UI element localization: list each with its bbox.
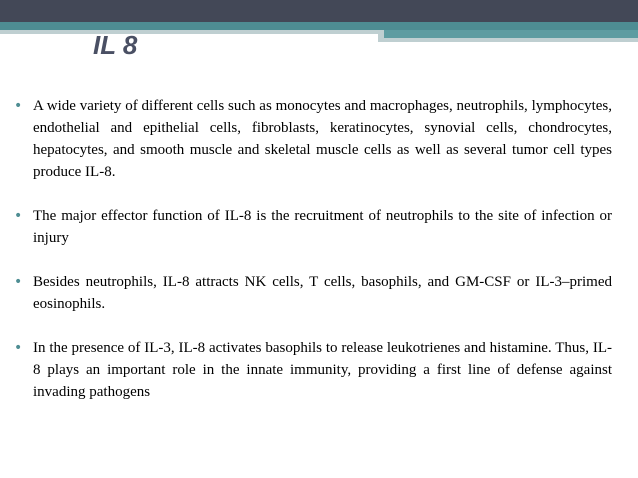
header-bar [0,0,638,22]
slide-title: IL 8 [93,30,138,60]
bullet-icon: • [14,274,23,290]
bullet-list [14,95,612,425]
bullet-item [14,337,612,403]
header-light-strip [0,30,378,34]
header-tab [384,30,638,38]
bullet-icon: • [14,340,23,356]
bullet-text: In the presence of IL-3, IL-8 activates basophils to release leukotrienes and histamine. Thus, IL-8 plays an important role in the innate immunity, providing a first line of defense against invading pathogens [33,340,612,400]
bullet-item [14,205,612,249]
bullet-text: Besides neutrophils, IL-8 attracts NK cells, T cells, basophils, and GM-CSF or IL-3–primed eosinophils. [33,274,612,312]
bullet-item [14,271,612,315]
bullet-text: The major effector function of IL-8 is the recruitment of neutrophils to the site of infection or injury [33,208,612,246]
bullet-icon: • [14,208,23,224]
bullet-text: A wide variety of different cells such as monocytes and macrophages, neutrophils, lymphocytes, endothelial and epithelial cells, fibroblasts, keratinocytes, synovial cells, chondrocytes, hepatocytes, and smooth muscle and skeletal muscle cells as well as several tumor cell types produce IL-8. [33,98,612,180]
bullet-icon: • [14,98,23,114]
bullet-item [14,95,612,183]
